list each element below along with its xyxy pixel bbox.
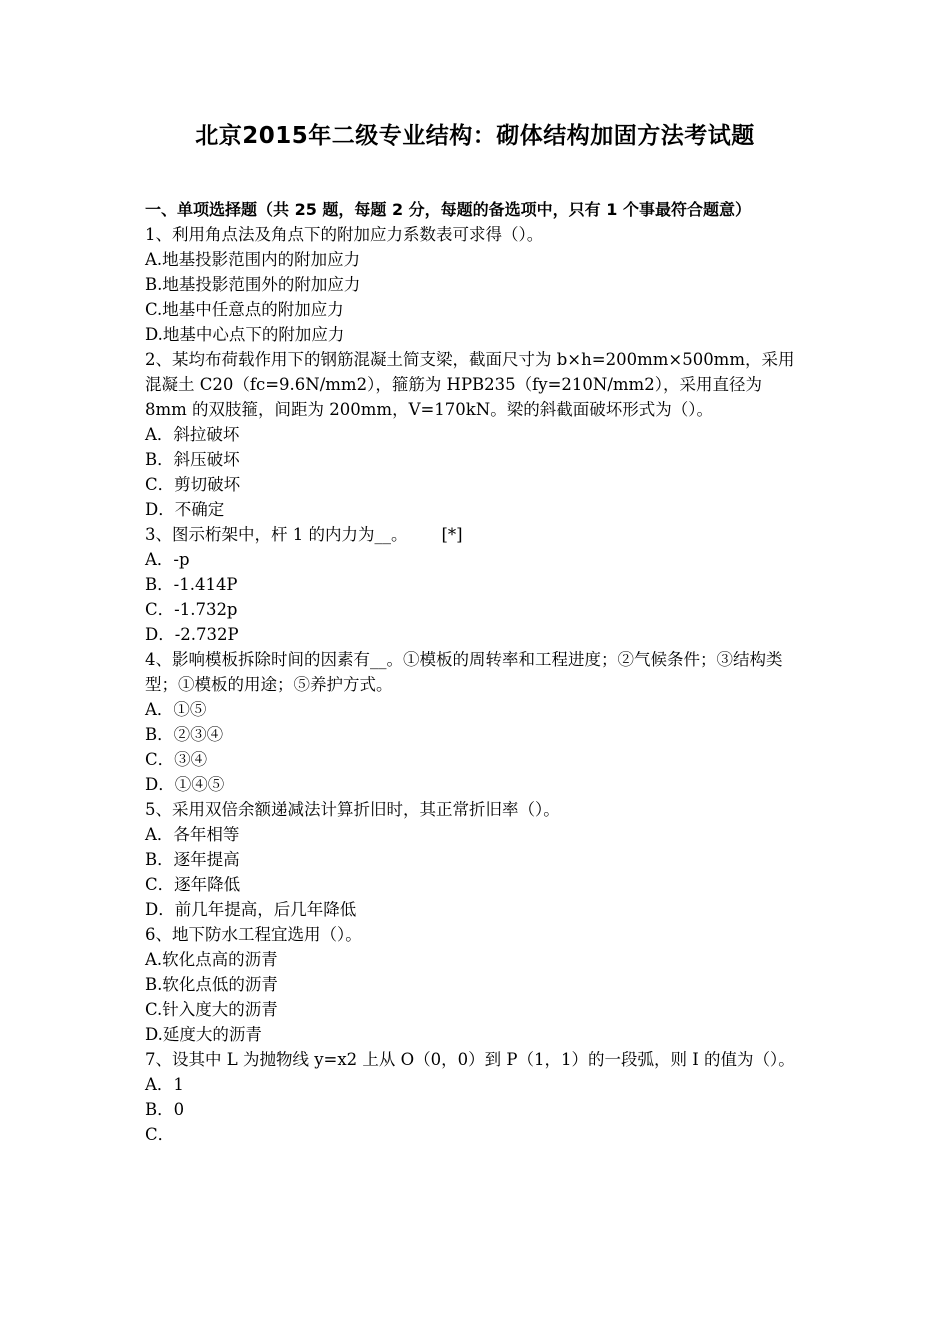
option-c: C．-1.732p (145, 600, 238, 619)
document-title: 北京2015年二级专业结构：砌体结构加固方法考试题 (195, 123, 755, 149)
option-c: C.针入度大的沥青 (145, 1000, 278, 1019)
question-stem-text: 3、图示桁架中，杆 1 的内力为__。 (145, 525, 408, 544)
option-d: D.延度大的沥青 (145, 1025, 262, 1044)
section-heading: 一、单项选择题（共 25 题，每题 2 分，每题的备选项中，只有 1 个事最符合题意） (145, 200, 751, 219)
document-body (145, 197, 807, 1147)
option-b: B．斜压破坏 (145, 450, 240, 469)
question-stem: 2、某均布荷载作用下的钢筋混凝土简支梁，截面尺寸为 b×h=200mm×500mm，采用混凝土 C20（fc=9.6N/mm2），箍筋为 HPB235（fy=210N/mm2），采用直径为 8mm 的双肢箍，间距为 200mm，V=170kN。梁的斜截面破坏形式为（）。 (145, 350, 795, 419)
question-stem (145, 522, 807, 547)
option-d: D.地基中心点下的附加应力 (145, 325, 345, 344)
option-a: A．各年相等 (145, 825, 240, 844)
option-d: D．①④⑤ (145, 775, 225, 794)
option-c: C.地基中任意点的附加应力 (145, 300, 344, 319)
question-stem: 1、利用角点法及角点下的附加应力系数表可求得（）。 (145, 225, 544, 244)
question-stem: 4、影响模板拆除时间的因素有__。①模板的周转率和工程进度；②气候条件；③结构类型；①模板的用途；⑤养护方式。 (145, 650, 783, 694)
option-a: A．-p (145, 550, 190, 569)
question-7 (145, 1047, 807, 1147)
option-b: B．0 (145, 1100, 185, 1119)
option-b: B.地基投影范围外的附加应力 (145, 275, 361, 294)
question-5 (145, 797, 807, 922)
question-stem: 6、地下防水工程宜选用（）。 (145, 925, 362, 944)
option-c: C． (145, 1125, 175, 1144)
option-a: A．1 (145, 1075, 184, 1094)
question-3 (145, 522, 807, 647)
option-c: C．③④ (145, 750, 208, 769)
question-stem: 7、设其中 L 为抛物线 y=x2 上从 O（0，0）到 P（1，1）的一段弧，则 I 的值为（）。 (145, 1050, 795, 1069)
question-6 (145, 922, 807, 1047)
question-2 (145, 347, 807, 522)
option-d: D．-2.732P (145, 625, 239, 644)
option-a: A.地基投影范围内的附加应力 (145, 250, 361, 269)
option-c: C．剪切破坏 (145, 475, 241, 494)
option-a: A．斜拉破坏 (145, 425, 240, 444)
option-b: B．②③④ (145, 725, 224, 744)
question-stem: 5、采用双倍余额递减法计算折旧时，其正常折旧率（）。 (145, 800, 560, 819)
option-a: A.软化点高的沥青 (145, 950, 278, 969)
option-b: B．-1.414P (145, 575, 238, 594)
option-d: D．前几年提高，后几年降低 (145, 900, 357, 919)
option-c: C．逐年降低 (145, 875, 241, 894)
option-b: B.软化点低的沥青 (145, 975, 278, 994)
option-d: D．不确定 (145, 500, 225, 519)
question-1 (145, 222, 807, 347)
option-a: A．①⑤ (145, 700, 207, 719)
question-4 (145, 647, 807, 797)
figure-placeholder-tag: [*] (441, 525, 463, 544)
option-b: B．逐年提高 (145, 850, 240, 869)
